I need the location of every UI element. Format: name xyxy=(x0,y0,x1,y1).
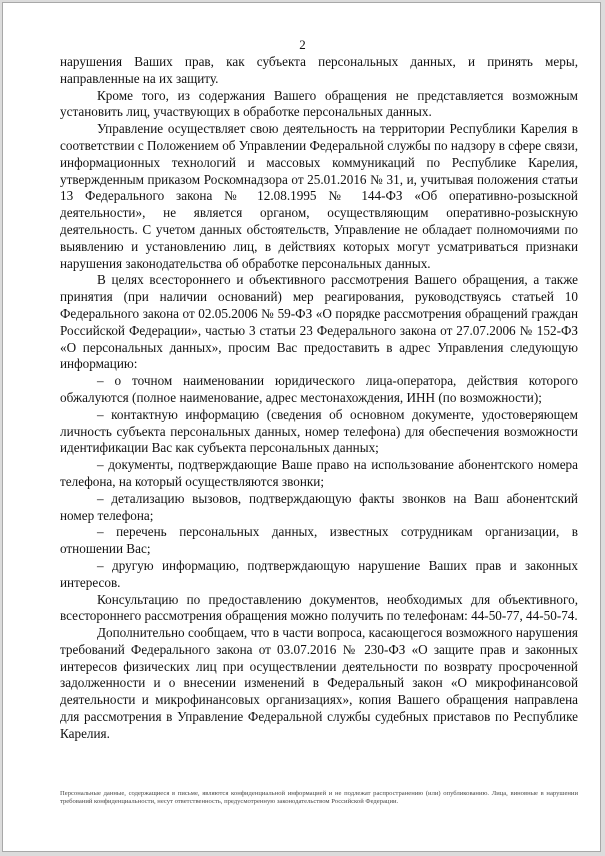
document-page xyxy=(2,2,601,852)
letter-body xyxy=(60,54,578,743)
confidentiality-footnote: Персональные данные, содержащиеся в письме, являются конфиденциальной информацией и не подлежат распространению (или) опубликованию. Лица, виновные в нарушении требований конфиденциальности, несут ответственность, предусмотренную законодательством Российской Федерации. xyxy=(60,790,578,806)
list-item: – контактную информацию (сведения об основном документе, удостоверяющем личность субъекта персональных данных, номер телефона) для обеспечения возможности идентификации Вас как субъекта персональных данных; xyxy=(60,406,578,456)
list-item: – о точном наименовании юридического лица-оператора, действия которого обжалуются (полное наименование, адрес местонахождения, ИНН (по возможности); xyxy=(60,373,578,405)
page-number: 2 xyxy=(299,37,306,52)
paragraph: Консультацию по предоставлению документов, необходимых для объективного, всестороннего рассмотрения обращения можно получить по телефонам: 44-50-77, 44-50-74. xyxy=(60,591,578,624)
paragraph: Управление осуществляет свою деятельность на территории Республики Карелия в соответствии с Положением об Управлении Федеральной службы по надзору в сфере связи, информационных технологий и массовых коммуникаций по Республике Карелия, утвержденным приказом Роскомнадзора от 25.01.2016 № 31, и, учитывая положения статьи 13 Федерального закона № 12.08.1995 № 144-ФЗ «Об оперативно-розыскной деятельности», не является органом, осуществляющим оперативно-розыскную деятельность. С учетом данных обстоятельств, Управление не обладает полномочиями по выявлению и установлению лиц, в действиях которых могут усматриваться признаки нарушения законодательства об обработке персональных данных. xyxy=(60,121,578,271)
paragraph: Кроме того, из содержания Вашего обращения не представляется возможным установить лиц, участвующих в обработке персональных данных. xyxy=(60,87,578,120)
list-item: – документы, подтверждающие Ваше право на использование абонентского номера телефона, на который осуществляются звонки; xyxy=(60,457,578,489)
list-item: – другую информацию, подтверждающую нарушение Ваших прав и законных интересов. xyxy=(60,557,578,590)
list-item: – детализацию вызовов, подтверждающую факты звонков на Ваш абонентский номер телефона; xyxy=(60,490,578,523)
list-item: – перечень персональных данных, известных сотрудникам организации, в отношении Вас; xyxy=(60,524,578,557)
paragraph: Дополнительно сообщаем, что в части вопроса, касающегося возможного нарушения требований Федерального закона от 03.07.2016 № 230-ФЗ «О защите прав и законных интересов физических лиц при осуществлении деятельности по возврату просроченной задолженности и о внесении изменений в Федеральный закон «О микрофинансовой деятельности и микрофинансовых организациях», копия Вашего обращения направлена для рассмотрения в Управление Федеральной службы судебных приставов по Республике Карелия. xyxy=(60,625,578,741)
paragraph: нарушения Ваших прав, как субъекта персональных данных, и принять меры, направленные на их защиту. xyxy=(60,54,578,86)
paragraph: В целях всестороннего и объективного рассмотрения Вашего обращения, а также принятия (при наличии оснований) мер реагирования, руководствуясь статьей 10 Федерального закона от 02.05.2006 № 59-ФЗ «О порядке рассмотрения обращений граждан Российской Федерации», частью 3 статьи 23 Федерального закона от 27.07.2006 № 152-ФЗ «О персональных данных», просим Вас предоставить в адрес Управления следующую информацию: xyxy=(60,272,578,372)
